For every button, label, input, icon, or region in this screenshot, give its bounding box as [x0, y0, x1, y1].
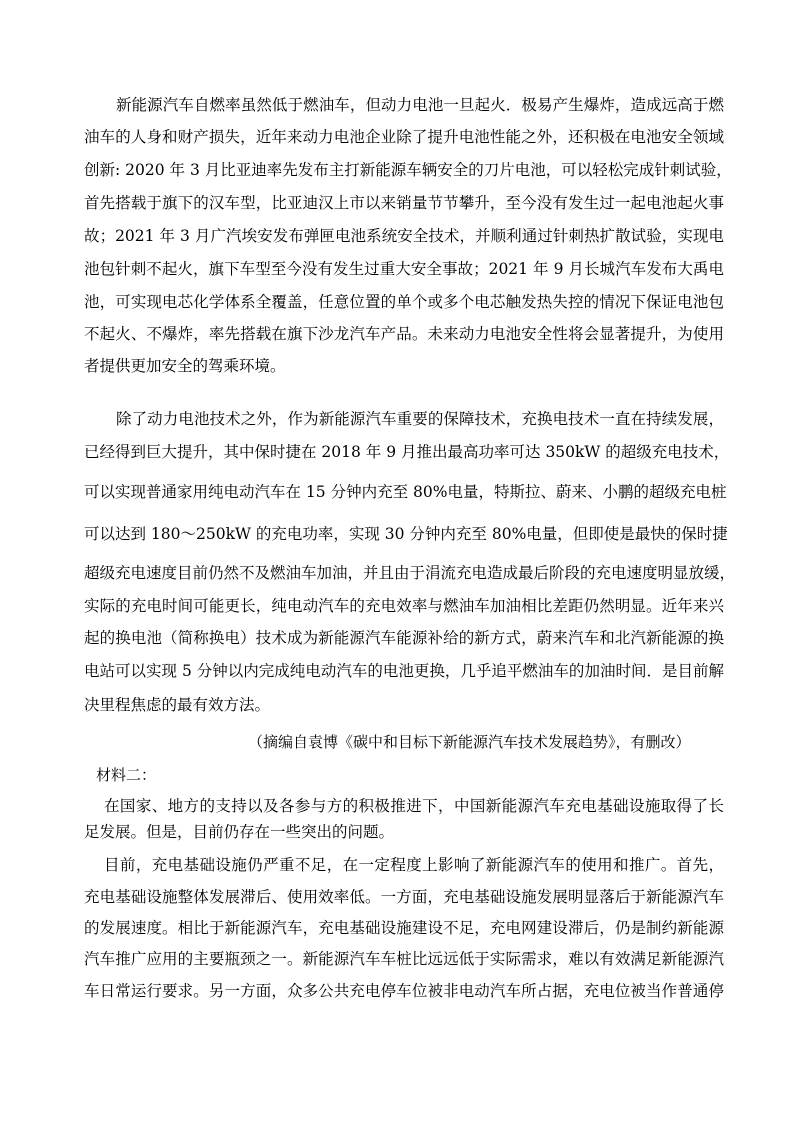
paragraph-2-line: 实际的充电时间可能更长，纯电动汽车的充电效率与燃油车加油相比差距仍然明显。近年来兴 — [84, 597, 724, 615]
paragraph-2-line: 已经得到巨大提升，其中保时捷在 2018 年 9 月推出最高功率可达 350kW 的超级充电技术， — [84, 443, 730, 461]
paragraph-2-line: 起的换电池（简称换电）技术成为新能源汽车能源补给的新方式，蔚来汽车和北汽新能源的换 — [84, 629, 724, 647]
paragraph-4-line: 目前，充电基础设施仍严重不足，在一定程度上影响了新能源汽车的使用和推广。首先， — [104, 856, 724, 874]
section-header: 材料二： — [96, 766, 157, 784]
paragraph-1-line: 故；2021 年 3 月广汽埃安发布弹匣电池系统安全技术，并顺利通过针刺热扩散试验，实现电 — [84, 227, 724, 245]
paragraph-4-line: 车日常运行要求。另一方面，众多公共充电停车位被非电动汽车所占据，充电位被当作普通停 — [84, 982, 724, 1000]
paragraph-1-line: 新能源汽车自燃率虽然低于燃油车，但动力电池一旦起火．极易产生爆炸，造成远高于燃 — [116, 96, 724, 114]
paragraph-4-line: 的发展速度。相比于新能源汽车，充电基础设施建设不足，充电网建设滞后，仍是制约新能源 — [84, 919, 724, 937]
paragraph-1-line: 池包针刺不起火，旗下车型至今没有发生过重大安全事故；2021 年 9 月长城汽车发布大禹电 — [84, 260, 724, 278]
paragraph-1-line: 者提供更加安全的驾乘环境。 — [84, 357, 286, 375]
paragraph-4-line: 充电基础设施整体发展滞后、使用效率低。一方面，充电基础设施发展明显落后于新能源汽车 — [84, 888, 724, 906]
paragraph-4-line: 汽车推广应用的主要瓶颈之一。新能源汽车车桩比远远低于实际需求，难以有效满足新能源汽 — [84, 950, 724, 968]
paragraph-1-line: 油车的人身和财产损失，近年来动力电池企业除了提升电池性能之外，还积极在电池安全领域 — [84, 128, 724, 146]
paragraph-1-line: 池，可实现电芯化学体系全覆盖，任意位置的单个或多个电芯触发热失控的情况下保证电池包 — [84, 293, 724, 311]
paragraph-2-line: 除了动力电池技术之外，作为新能源汽车重要的保障技术，充换电技术一直在持续发展， — [116, 410, 724, 428]
paragraph-1-line: 首先搭载于旗下的汉车型，比亚迪汉上市以来销量节节攀升，至今没有发生过一起电池起火事 — [84, 194, 724, 212]
paragraph-1-line: 不起火、不爆炸，率先搭载在旗下沙龙汽车产品。未来动力电池安全性将会显著提升，为使用 — [84, 325, 724, 343]
paragraph-2-line: 电站可以实现 5 分钟以内完成纯电动汽车的电池更换，几乎追平燃油车的加油时间．是目前解 — [84, 662, 724, 680]
paragraph-3-line: 足发展。但是，目前仍存在一些突出的问题。 — [84, 823, 395, 841]
paragraph-2-line: 可以达到 180～250kW 的充电功率，实现 30 分钟内充至 80%电量，但即使是最快的保时捷 — [84, 525, 728, 543]
paragraph-2-line: 决里程焦虑的最有效方法。 — [84, 696, 271, 714]
paragraph-3-line: 在国家、地方的支持以及各参与方的积极推进下，中国新能源汽车充电基础设施取得了长 — [104, 797, 724, 815]
paragraph-2-line: 超级充电速度目前仍然不及燃油车加油，并且由于涓流充电造成最后阶段的充电速度明显放缓， — [84, 564, 736, 582]
source-attribution: （摘编自袁博《碳中和目标下新能源汽车技术发展趋势》，有删改） — [248, 733, 691, 751]
paragraph-1-line: 创新: 2020 年 3 月比亚迪率先发布主打新能源车辆安全的刀片电池，可以轻松完成针刺试验， — [84, 161, 732, 179]
paragraph-2-line: 可以实现普通家用纯电动汽车在 15 分钟内充至 80%电量，特斯拉、蔚来、小鹏的超级充电桩 — [84, 483, 727, 501]
